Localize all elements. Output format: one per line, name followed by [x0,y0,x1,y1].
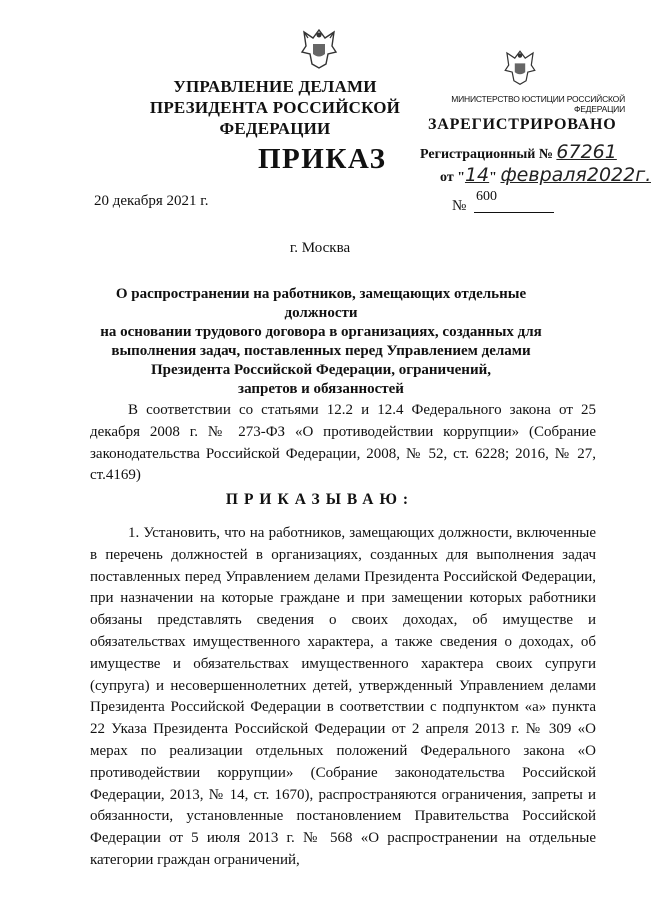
document-heading [90,285,552,399]
stamp-date-year: 2022г. [586,164,651,186]
document-number: 600 [476,189,497,204]
heading-line-4: Президента Российской Федерации, ограничений, [150,362,491,378]
stamp-date-separator: " [489,170,497,185]
stamp-registration-label: Регистрационный № [420,147,553,162]
item-1-paragraph: 1. Установить, что на работников, замещающих должности, включенные в перечень должностей в организациях, созданных для выполнения задач поставленных перед Управлением делами Президента Российской Федерации, при назначении на которые граждане и при замещении которых работники обязаны представлять сведения о своих доходах, об имуществе и обязательствах имущественного характера, а также сведения о доходах, об имуществе и обязательствах имущественного характера своих супруги (супруга) и несовершеннолетних детей, утвержденный Управлением делами Президента Российской Федерации в соответствии с подпунктом «а» пункта 22 Указа Президента Российской Федерации от 2 апреля 2013 г. № 309 «О мерах по реализации отдельных положений Федерального закона «О противодействии коррупции» (Собрание законодательства Российской Федерации, 2013, № 14, ст. 1670), распространяются ограничения, запреты и обязанности, установленные постановлением Правительства Российской Федерации от 5 июля 2013 г. № 568 «О распространении на отдельные категории граждан ограничений, [90,525,596,868]
order-word: ПРИКАЗЫВАЮ: [225,491,415,508]
stamp-date-month: февраля [500,164,587,186]
stamp-date-row [440,164,651,186]
stamp-coat-of-arms-icon [500,46,540,86]
heading-line-1: О распространении на работников, замещающих отдельные должности [115,286,527,321]
stamp-date-prefix: от " [440,170,465,185]
organization-line-1: УПРАВЛЕНИЕ ДЕЛАМИ [173,77,377,96]
intro-paragraph: В соответствии со статьями 12.2 и 12.4 Федерального закона от 25 декабря 2008 г. № 273-ФЗ «О противодействии коррупции» (Собрание законодательства Российской Федерации, 2008, № 52, ст. 6228; 2016, № 27, ст.4169) [90,402,596,484]
organization-header [130,76,420,139]
stamp-registration-number-row [420,141,630,163]
document-date: 20 декабря 2021 г. [94,193,209,209]
coat-of-arms-icon [296,24,342,70]
heading-line-3: выполнения задач, поставленных перед Управлением делами [111,343,531,359]
stamp-registration-number: 67261 [556,141,617,163]
document-title: ПРИКАЗ [258,143,387,175]
heading-line-5: запретов и обязанностей [238,381,404,397]
document-number-label: № [452,198,467,214]
registration-stamp [420,40,651,190]
stamp-date-day: 14 [464,164,490,186]
document-city: г. Москва [289,240,351,256]
organization-line-2: ПРЕЗИДЕНТА РОССИЙСКОЙ ФЕДЕРАЦИИ [149,98,401,138]
stamp-registered-label: ЗАРЕГИСТРИРОВАНО [428,116,617,133]
document-number-underline [474,212,554,213]
stamp-ministry-name: МИНИСТЕРСТВО ЮСТИЦИИ РОССИЙСКОЙ ФЕДЕРАЦИИ [451,94,625,114]
heading-line-2: на основании трудового договора в организациях, созданных для [100,324,542,340]
